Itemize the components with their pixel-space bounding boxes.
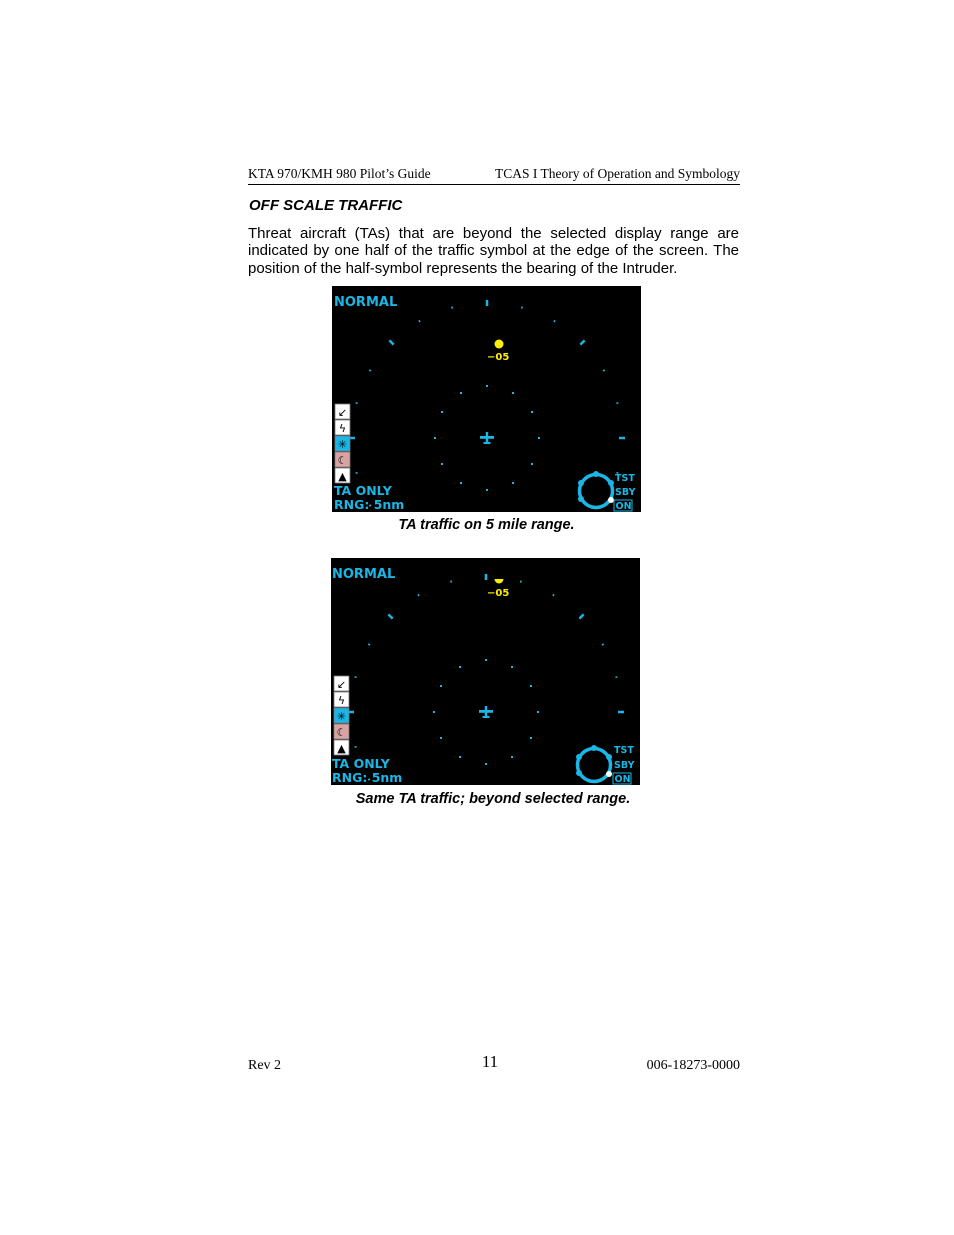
range-ring-tick bbox=[618, 711, 624, 714]
header-right: TCAS I Theory of Operation and Symbology bbox=[495, 166, 740, 181]
range-ring-dot bbox=[434, 437, 436, 439]
svg-text:▲: ▲ bbox=[338, 470, 347, 483]
traffic-icon bbox=[335, 436, 350, 451]
range-ring-dot bbox=[460, 482, 462, 484]
range-ring-dot bbox=[530, 685, 532, 687]
tcas-display-2 bbox=[331, 558, 640, 785]
range-ring-dot bbox=[441, 411, 443, 413]
ownship-icon bbox=[480, 432, 494, 444]
rotary-knob-icon[interactable] bbox=[576, 745, 612, 782]
footer-revision: Rev 2 bbox=[248, 1058, 282, 1073]
lightning-icon bbox=[334, 692, 349, 707]
range-ring-dot bbox=[512, 482, 514, 484]
traffic-icon bbox=[334, 708, 349, 723]
svg-text:↙: ↙ bbox=[337, 406, 348, 419]
range-ring-tick bbox=[579, 339, 585, 345]
range-ring-tick bbox=[450, 580, 452, 582]
svg-text:ϟ: ϟ bbox=[338, 422, 347, 435]
lightning-icon bbox=[335, 420, 350, 435]
range-ring-tick bbox=[619, 437, 625, 440]
header-left: KTA 970/KMH 980 Pilot’s Guide bbox=[248, 166, 431, 181]
caption-1: TA traffic on 5 mile range. bbox=[398, 517, 575, 533]
range-ring-tick bbox=[417, 594, 419, 597]
footer-document-number: 006-18273-0000 bbox=[646, 1058, 740, 1073]
range-ring-outer bbox=[349, 300, 625, 507]
menu-tst[interactable]: TST bbox=[614, 745, 634, 756]
terrain-icon bbox=[335, 468, 350, 483]
range-ring-dot bbox=[485, 763, 487, 765]
range-ring-tick bbox=[354, 676, 356, 678]
range-ring-tick bbox=[603, 369, 606, 371]
off-scale-traffic-half-symbol bbox=[495, 579, 504, 584]
range-ring-dot bbox=[511, 756, 513, 758]
icon-column bbox=[334, 676, 349, 755]
range-ring-dot bbox=[512, 392, 514, 394]
range-ring-dot bbox=[485, 659, 487, 661]
svg-text:▲: ▲ bbox=[337, 742, 346, 755]
range-ring-tick bbox=[485, 574, 488, 580]
menu-sby[interactable]: SBY bbox=[614, 760, 635, 771]
range-ring-tick bbox=[521, 306, 523, 308]
range-ring-dot bbox=[440, 685, 442, 687]
range-ring-tick bbox=[387, 613, 393, 619]
terrain-icon bbox=[334, 740, 349, 755]
range-ring-dot bbox=[486, 489, 488, 491]
menu-tst[interactable]: TST bbox=[615, 473, 635, 484]
weather-icon bbox=[334, 676, 349, 691]
icon-column bbox=[335, 404, 350, 483]
mode-label: NORMAL bbox=[334, 295, 398, 310]
range-ring-dot bbox=[459, 756, 461, 758]
tcas-display-1 bbox=[332, 286, 641, 512]
range-ring-tick bbox=[418, 320, 420, 323]
range-ring-tick bbox=[355, 402, 357, 404]
range-ring-tick bbox=[578, 613, 584, 619]
menu-sby[interactable]: SBY bbox=[615, 487, 636, 498]
terrain-warning-icon bbox=[334, 724, 349, 739]
target-altitude-label: −05 bbox=[487, 588, 510, 599]
svg-text:ϟ: ϟ bbox=[337, 694, 346, 707]
range-label: RNG: 5nm bbox=[334, 497, 405, 512]
caption-2: Same TA traffic; beyond selected range. bbox=[355, 791, 631, 807]
status-label: TA ONLY bbox=[334, 483, 392, 498]
tcas-display-svg bbox=[331, 558, 640, 785]
rotary-knob-icon[interactable] bbox=[578, 471, 614, 508]
range-ring-dot bbox=[441, 463, 443, 465]
range-ring-dot bbox=[460, 392, 462, 394]
range-ring-dot bbox=[531, 411, 533, 413]
range-ring-dot bbox=[530, 737, 532, 739]
range-ring-tick bbox=[451, 306, 453, 308]
range-ring-tick bbox=[602, 643, 605, 645]
range-ring-dot bbox=[486, 385, 488, 387]
range-label: RNG: 5nm bbox=[332, 770, 403, 785]
range-ring-dot bbox=[531, 463, 533, 465]
range-ring-dot bbox=[538, 437, 540, 439]
svg-text:✳: ✳ bbox=[337, 438, 348, 451]
section-title: OFF SCALE TRAFFIC bbox=[249, 197, 403, 214]
traffic-advisory-symbol bbox=[495, 340, 504, 349]
range-ring-tick bbox=[520, 580, 522, 582]
range-ring-outer bbox=[348, 574, 624, 781]
range-ring-dot bbox=[440, 737, 442, 739]
ownship-icon bbox=[479, 706, 493, 718]
range-ring-tick bbox=[616, 402, 618, 404]
tcas-display-svg bbox=[332, 286, 641, 512]
range-ring-dot bbox=[433, 711, 435, 713]
terrain-warning-icon bbox=[335, 452, 350, 467]
range-ring-tick bbox=[486, 300, 489, 306]
range-ring-tick bbox=[615, 676, 617, 678]
menu-on[interactable]: ON bbox=[615, 501, 632, 512]
range-ring-tick bbox=[368, 643, 371, 645]
range-ring-tick bbox=[355, 472, 357, 474]
range-ring-tick bbox=[552, 594, 554, 597]
mode-label: NORMAL bbox=[332, 567, 396, 582]
range-ring-tick bbox=[369, 369, 372, 371]
weather-icon bbox=[335, 404, 350, 419]
svg-text:↙: ↙ bbox=[336, 678, 347, 691]
svg-text:☾: ☾ bbox=[336, 726, 347, 739]
header-rule bbox=[248, 184, 740, 185]
svg-text:✳: ✳ bbox=[336, 710, 347, 723]
page-number: 11 bbox=[481, 1052, 499, 1071]
svg-text:☾: ☾ bbox=[337, 454, 348, 467]
target-altitude-label: −05 bbox=[487, 352, 510, 363]
range-ring-tick bbox=[354, 746, 356, 748]
range-ring-dot bbox=[459, 666, 461, 668]
body-paragraph: Threat aircraft (TAs) that are beyond the selected display range are indicated by one half of the traffic symbol at the edge of the screen. The position of the half-symbol represents the bearing of the Intruder. bbox=[248, 225, 739, 277]
range-ring-dot bbox=[511, 666, 513, 668]
status-label: TA ONLY bbox=[332, 756, 390, 771]
menu-on[interactable]: ON bbox=[614, 774, 631, 785]
range-ring-tick bbox=[388, 339, 394, 345]
range-ring-tick bbox=[553, 320, 555, 323]
range-ring-dot bbox=[537, 711, 539, 713]
